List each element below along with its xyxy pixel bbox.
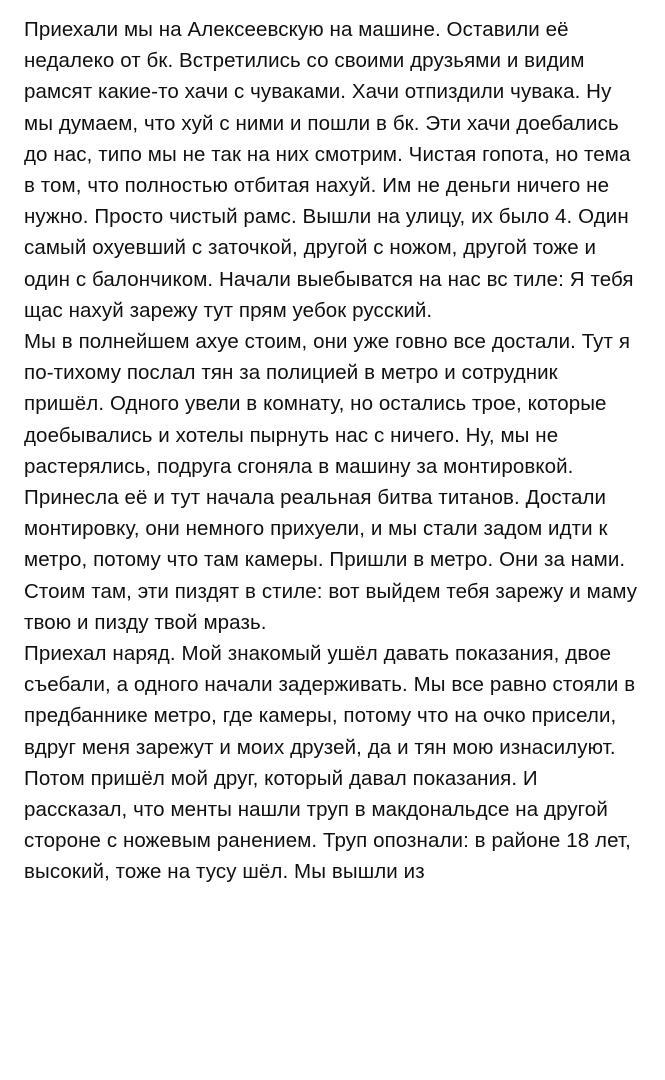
paragraph-3: Приехал наряд. Мой знакомый ушёл давать показания, двое съебали, а одного начали задерживать. Мы все равно стояли в предбаннике метро, где камеры, потому что на очко присели, вдруг меня зарежут и моих друзей, да и тян мою изнасилуют. Потом пришёл мой друг, который давал показания. И рассказал, что менты нашли труп в макдональдсе на другой стороне с ножевым ранением. Труп опознали: в районе 18 лет, высокий, тоже на тусу шёл. Мы вышли из [24, 642, 642, 884]
paragraph-2: Мы в полнейшем ахуе стоим, они уже говно все достали. Тут я по-тихому послал тян за полицией в метро и сотрудник пришёл. Одного увели в комнату, но остались трое, которые доебывались и хотелы пырнуть нас с ничего. Ну, мы не растерялись, подруга сгоняла в машину за монтировкой. Принесла её и тут начала реальная битва титанов. Достали монтировку, они немного прихуели, и мы стали задом идти к метро, потому что там камеры. Пришли в метро. Они за нами. Стоим там, эти пиздят в стиле: вот выйдем тебя зарежу и маму твою и пизду твой мразь. [24, 330, 643, 634]
paragraph-1: Приехали мы на Алексеевскую на машине. Оставили её недалеко от бк. Встретились со своими друзьями и видим рамсят какие-то хачи с чуваками. Хачи отпиздили чувака. Ну мы думаем, что хуй с ними и пошли в бк. Эти хачи доебались до нас, типо мы не так на них смотрим. Чистая гопота, но тема в том, что полностью отбитая нахуй. Им не деньги ничего не нужно. Просто чистый рамс. Вышли на улицу, их было 4. Один самый охуевший с заточкой, другой с ножом, другой тоже и один с балончиком. Начали выебыватся на нас вс тиле: Я тебя щас нахуй зарежу тут прям уебок русский. [24, 18, 640, 322]
story-text [24, 14, 641, 888]
